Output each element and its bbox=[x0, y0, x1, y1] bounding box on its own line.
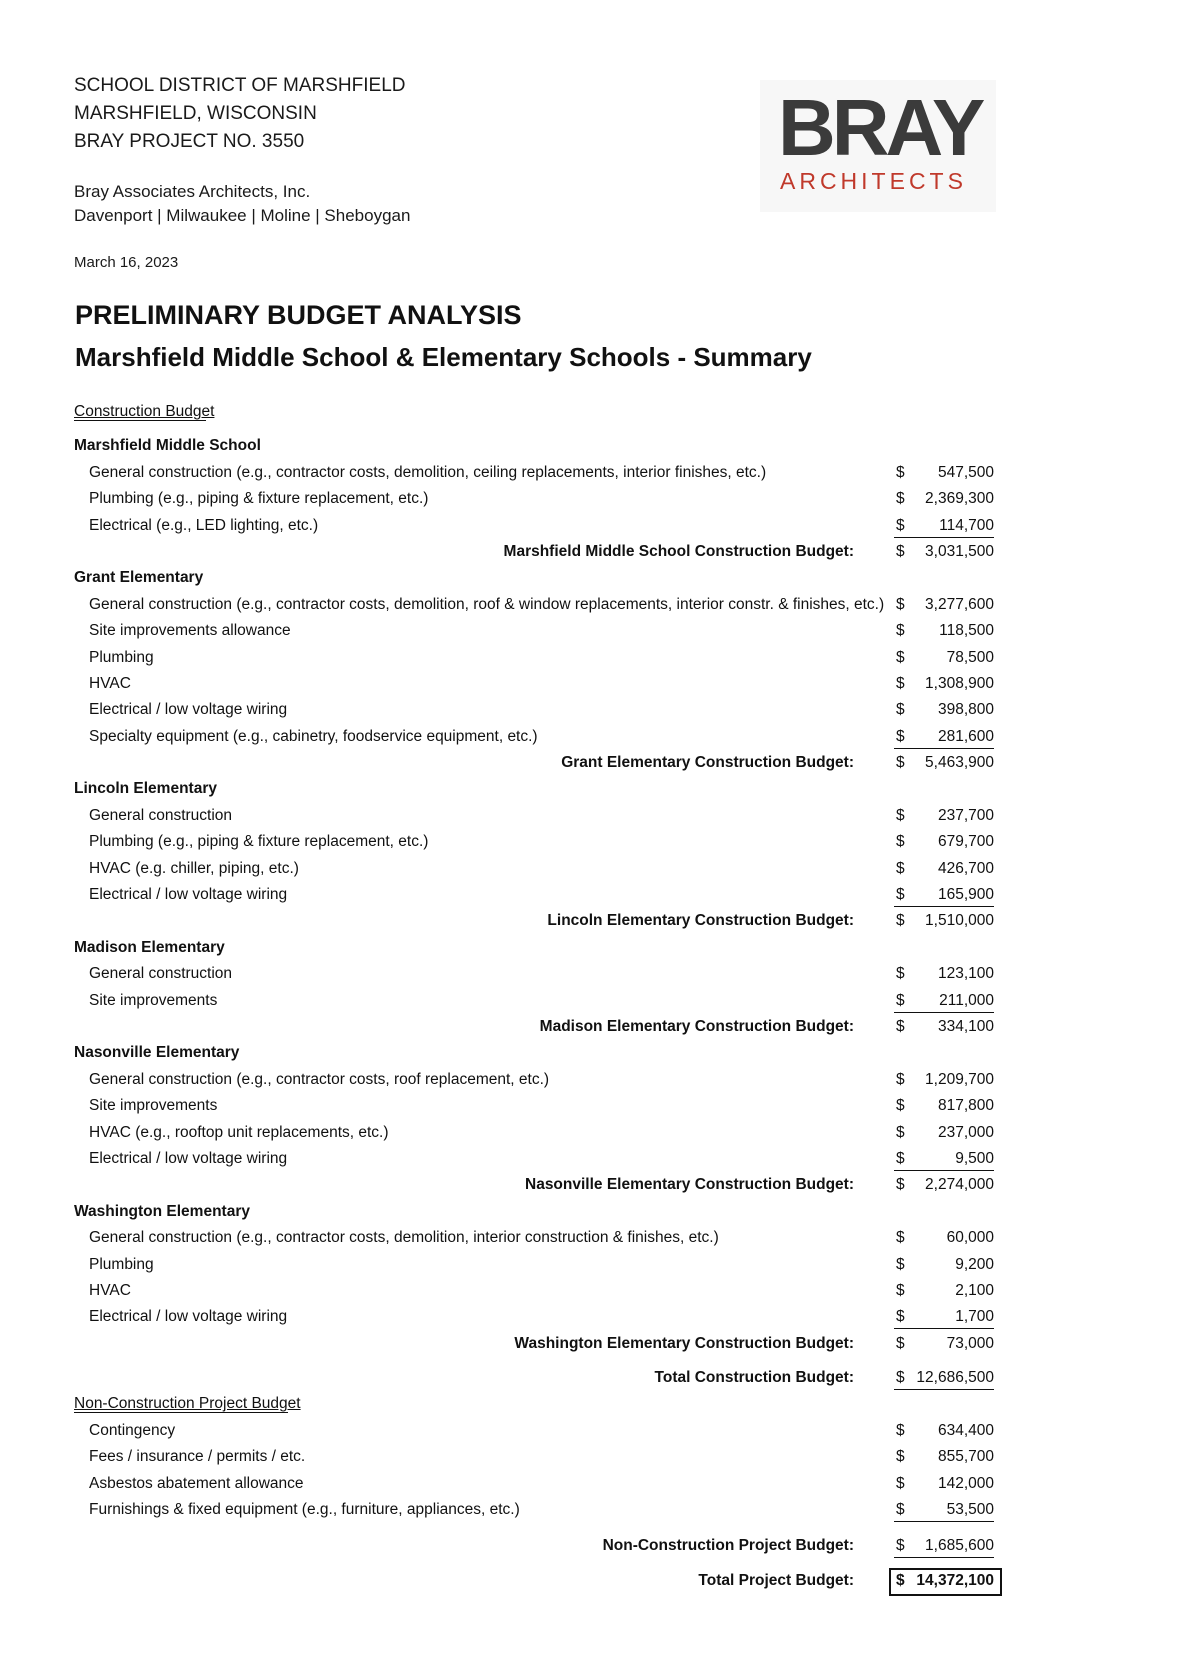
currency-symbol: $ bbox=[896, 1448, 905, 1466]
line-item-amount: 3,277,600 bbox=[925, 595, 994, 613]
line-item-amount: 1,700 bbox=[955, 1308, 994, 1326]
currency-symbol: $ bbox=[896, 1255, 905, 1273]
spacer bbox=[74, 1357, 994, 1365]
section-heading bbox=[74, 1391, 994, 1417]
currency-symbol: $ bbox=[896, 1149, 905, 1167]
school-name-label: Nasonville Elementary bbox=[74, 1044, 240, 1062]
line-item-amount: 53,500 bbox=[946, 1501, 994, 1519]
spacer bbox=[74, 425, 994, 433]
firm-offices: Davenport | Milwaukee | Moline | Sheboygan bbox=[74, 206, 411, 225]
line-item bbox=[74, 1067, 994, 1093]
currency-symbol: $ bbox=[896, 674, 905, 692]
school-name bbox=[74, 1040, 994, 1066]
currency-symbol: $ bbox=[896, 1537, 905, 1555]
line-item bbox=[74, 1093, 994, 1119]
logo-subtitle: ARCHITECTS bbox=[780, 168, 967, 194]
currency-symbol: $ bbox=[896, 701, 905, 719]
line-item bbox=[74, 829, 994, 855]
amount-underline bbox=[894, 1557, 994, 1558]
budget-table bbox=[74, 399, 994, 1594]
line-item-amount: 114,700 bbox=[939, 516, 994, 534]
subtotal-label: Lincoln Elementary Construction Budget: bbox=[547, 912, 854, 930]
line-item-label: Site improvements allowance bbox=[89, 622, 291, 640]
line-item-amount: 817,800 bbox=[937, 1097, 994, 1115]
currency-symbol: $ bbox=[896, 1097, 905, 1115]
line-item-amount: 78,500 bbox=[946, 648, 994, 666]
line-item bbox=[74, 1252, 994, 1278]
line-item bbox=[74, 1304, 994, 1330]
line-item-label: HVAC bbox=[89, 674, 131, 692]
line-item bbox=[74, 513, 994, 539]
line-item-amount: 118,500 bbox=[939, 622, 994, 640]
heading-underline bbox=[74, 1412, 288, 1413]
line-item-label: Electrical / low voltage wiring bbox=[89, 886, 288, 904]
subtotal-label: Total Construction Budget: bbox=[654, 1369, 854, 1387]
document-header bbox=[74, 72, 405, 156]
firm-info bbox=[74, 180, 410, 228]
spacer bbox=[74, 1560, 994, 1568]
line-item-amount: 1,308,900 bbox=[925, 674, 994, 692]
line-item bbox=[74, 1418, 994, 1444]
currency-symbol: $ bbox=[896, 516, 905, 534]
currency-symbol: $ bbox=[896, 1123, 905, 1141]
currency-symbol: $ bbox=[896, 1070, 905, 1088]
amount-underline bbox=[894, 1012, 994, 1013]
line-item-label: General construction bbox=[89, 965, 233, 983]
school-name bbox=[74, 935, 994, 961]
currency-symbol: $ bbox=[896, 1017, 905, 1035]
district-location: MARSHFIELD, WISCONSIN bbox=[74, 103, 317, 124]
amount-underline bbox=[894, 748, 994, 749]
amount-underline bbox=[894, 1389, 994, 1390]
line-item-amount: 634,400 bbox=[937, 1421, 994, 1439]
line-item bbox=[74, 856, 994, 882]
line-item bbox=[74, 1146, 994, 1172]
currency-symbol: $ bbox=[896, 1474, 905, 1492]
subtotal-amount: 73,000 bbox=[946, 1334, 994, 1352]
line-item-amount: 9,200 bbox=[955, 1255, 994, 1273]
district-name: SCHOOL DISTRICT OF MARSHFIELD bbox=[74, 75, 406, 96]
line-item-label: HVAC bbox=[89, 1281, 131, 1299]
school-name bbox=[74, 776, 994, 802]
line-item-label: Contingency bbox=[89, 1421, 176, 1439]
line-item bbox=[74, 645, 994, 671]
school-name bbox=[74, 433, 994, 459]
subtotal-label: Marshfield Middle School Construction Budget: bbox=[503, 542, 854, 560]
amount-underline bbox=[894, 1170, 994, 1171]
grand-total-amount: 14,372,100 bbox=[916, 1571, 994, 1589]
currency-symbol: $ bbox=[896, 595, 905, 613]
subtotal-label: Madison Elementary Construction Budget: bbox=[539, 1017, 854, 1035]
line-item-amount: 1,209,700 bbox=[925, 1070, 994, 1088]
currency-symbol: $ bbox=[896, 727, 905, 745]
line-item bbox=[74, 724, 994, 750]
school-name bbox=[74, 565, 994, 591]
line-item-label: Site improvements bbox=[89, 1097, 218, 1115]
line-item bbox=[74, 1471, 994, 1497]
school-subtotal-row bbox=[74, 908, 994, 934]
currency-symbol: $ bbox=[896, 754, 905, 772]
line-item-label: General construction (e.g., contractor costs, demolition, interior construction & finishes, etc.) bbox=[89, 1229, 719, 1247]
logo-wordmark: BRAY bbox=[778, 83, 982, 172]
line-item-label: Fees / insurance / permits / etc. bbox=[89, 1448, 306, 1466]
school-subtotal-row bbox=[74, 1014, 994, 1040]
grand-total-row bbox=[74, 1568, 994, 1594]
line-item bbox=[74, 592, 994, 618]
currency-symbol: $ bbox=[896, 1501, 905, 1519]
currency-symbol: $ bbox=[896, 1308, 905, 1326]
line-item-amount: 9,500 bbox=[955, 1149, 994, 1167]
line-item bbox=[74, 1278, 994, 1304]
school-name bbox=[74, 1199, 994, 1225]
section-heading-label: Construction Budget bbox=[74, 403, 215, 420]
school-subtotal-row bbox=[74, 1172, 994, 1198]
total-construction-row bbox=[74, 1365, 994, 1391]
amount-underline bbox=[894, 1521, 994, 1522]
currency-symbol: $ bbox=[896, 833, 905, 851]
school-name-label: Grant Elementary bbox=[74, 569, 204, 587]
currency-symbol: $ bbox=[896, 1571, 905, 1589]
school-name-label: Lincoln Elementary bbox=[74, 780, 217, 798]
line-item bbox=[74, 460, 994, 486]
line-item bbox=[74, 618, 994, 644]
subtotal-amount: 1,685,600 bbox=[925, 1537, 994, 1555]
page-title: PRELIMINARY BUDGET ANALYSIS bbox=[75, 300, 522, 330]
line-item bbox=[74, 961, 994, 987]
line-item-label: Plumbing (e.g., piping & fixture replacement, etc.) bbox=[89, 490, 429, 508]
school-subtotal-row bbox=[74, 1331, 994, 1357]
line-item-label: Electrical / low voltage wiring bbox=[89, 1308, 288, 1326]
currency-symbol: $ bbox=[896, 490, 905, 508]
line-item-amount: 2,369,300 bbox=[925, 490, 994, 508]
currency-symbol: $ bbox=[896, 991, 905, 1009]
line-item-amount: 547,500 bbox=[937, 463, 994, 481]
currency-symbol: $ bbox=[896, 1334, 905, 1352]
currency-symbol: $ bbox=[896, 806, 905, 824]
line-item-amount: 2,100 bbox=[955, 1281, 994, 1299]
line-item-label: Plumbing bbox=[89, 1255, 154, 1273]
subtotal-amount: 12,686,500 bbox=[916, 1369, 994, 1387]
currency-symbol: $ bbox=[896, 1369, 905, 1387]
section-heading-label: Non-Construction Project Budget bbox=[74, 1395, 301, 1413]
line-item bbox=[74, 988, 994, 1014]
line-item-amount: 60,000 bbox=[946, 1229, 994, 1247]
subtotal-label: Nasonville Elementary Construction Budget: bbox=[525, 1176, 854, 1194]
line-item-label: HVAC (e.g., rooftop unit replacements, etc.) bbox=[89, 1123, 389, 1141]
line-item-label: Electrical (e.g., LED lighting, etc.) bbox=[89, 516, 319, 534]
line-item bbox=[74, 671, 994, 697]
line-item-label: Plumbing bbox=[89, 648, 154, 666]
currency-symbol: $ bbox=[896, 622, 905, 640]
line-item-amount: 237,700 bbox=[937, 806, 994, 824]
school-name-label: Marshfield Middle School bbox=[74, 437, 261, 455]
subtotal-label: Washington Elementary Construction Budget: bbox=[514, 1334, 854, 1352]
currency-symbol: $ bbox=[896, 886, 905, 904]
line-item-amount: 398,800 bbox=[937, 701, 994, 719]
school-subtotal-row bbox=[74, 539, 994, 565]
currency-symbol: $ bbox=[896, 1229, 905, 1247]
non-construction-subtotal-row bbox=[74, 1533, 994, 1559]
line-item-label: Asbestos abatement allowance bbox=[89, 1474, 304, 1492]
line-item-label: Specialty equipment (e.g., cabinetry, foodservice equipment, etc.) bbox=[89, 727, 538, 745]
spacer bbox=[74, 1523, 994, 1533]
line-item-amount: 123,100 bbox=[937, 965, 994, 983]
page-subtitle: Marshfield Middle School & Elementary Schools - Summary bbox=[75, 342, 812, 372]
line-item-label: Plumbing (e.g., piping & fixture replacement, etc.) bbox=[89, 833, 429, 851]
amount-underline bbox=[894, 906, 994, 907]
subtotal-amount: 3,031,500 bbox=[925, 542, 994, 560]
line-item-amount: 855,700 bbox=[937, 1448, 994, 1466]
line-item-label: Electrical / low voltage wiring bbox=[89, 1149, 288, 1167]
line-item bbox=[74, 1120, 994, 1146]
line-item bbox=[74, 1444, 994, 1470]
line-item-amount: 142,000 bbox=[937, 1474, 994, 1492]
heading-underline bbox=[74, 420, 206, 421]
line-item bbox=[74, 1225, 994, 1251]
bray-architects-logo bbox=[760, 80, 996, 212]
line-item-label: General construction (e.g., contractor costs, demolition, ceiling replacements, interior finishes, etc.) bbox=[89, 463, 767, 481]
line-item-amount: 679,700 bbox=[937, 833, 994, 851]
currency-symbol: $ bbox=[896, 463, 905, 481]
line-item bbox=[74, 882, 994, 908]
line-item bbox=[74, 486, 994, 512]
amount-underline bbox=[894, 1328, 994, 1329]
line-item-amount: 426,700 bbox=[937, 859, 994, 877]
subtotal-label: Non-Construction Project Budget: bbox=[602, 1537, 854, 1555]
line-item-label: Site improvements bbox=[89, 991, 218, 1009]
line-item-amount: 237,000 bbox=[937, 1123, 994, 1141]
subtotal-amount: 5,463,900 bbox=[925, 754, 994, 772]
school-name-label: Washington Elementary bbox=[74, 1202, 250, 1220]
line-item-label: General construction (e.g., contractor costs, demolition, roof & window replacements, interior constr. & finishes, etc.) bbox=[89, 595, 885, 613]
line-item-label: HVAC (e.g. chiller, piping, etc.) bbox=[89, 859, 299, 877]
section-heading bbox=[74, 399, 994, 425]
line-item-label: General construction bbox=[89, 806, 233, 824]
currency-symbol: $ bbox=[896, 965, 905, 983]
line-item-label: Furnishings & fixed equipment (e.g., furniture, appliances, etc.) bbox=[89, 1501, 520, 1519]
line-item bbox=[74, 1497, 994, 1523]
subtotal-amount: 2,274,000 bbox=[925, 1176, 994, 1194]
school-subtotal-row bbox=[74, 750, 994, 776]
line-item-amount: 165,900 bbox=[937, 886, 994, 904]
subtotal-label: Grant Elementary Construction Budget: bbox=[561, 754, 854, 772]
grand-total-label: Total Project Budget: bbox=[698, 1571, 854, 1589]
school-name-label: Madison Elementary bbox=[74, 938, 225, 956]
amount-underline bbox=[894, 537, 994, 538]
document-date: March 16, 2023 bbox=[74, 254, 179, 271]
line-item-label: Electrical / low voltage wiring bbox=[89, 701, 288, 719]
line-item bbox=[74, 803, 994, 829]
line-item bbox=[74, 697, 994, 723]
project-number: BRAY PROJECT NO. 3550 bbox=[74, 131, 305, 152]
currency-symbol: $ bbox=[896, 542, 905, 560]
currency-symbol: $ bbox=[896, 912, 905, 930]
currency-symbol: $ bbox=[896, 1421, 905, 1439]
currency-symbol: $ bbox=[896, 1176, 905, 1194]
firm-name: Bray Associates Architects, Inc. bbox=[74, 182, 311, 201]
subtotal-amount: 334,100 bbox=[937, 1017, 994, 1035]
currency-symbol: $ bbox=[896, 859, 905, 877]
currency-symbol: $ bbox=[896, 648, 905, 666]
subtotal-amount: 1,510,000 bbox=[925, 912, 994, 930]
line-item-label: General construction (e.g., contractor costs, roof replacement, etc.) bbox=[89, 1070, 550, 1088]
currency-symbol: $ bbox=[896, 1281, 905, 1299]
line-item-amount: 211,000 bbox=[939, 991, 994, 1009]
line-item-amount: 281,600 bbox=[937, 727, 994, 745]
